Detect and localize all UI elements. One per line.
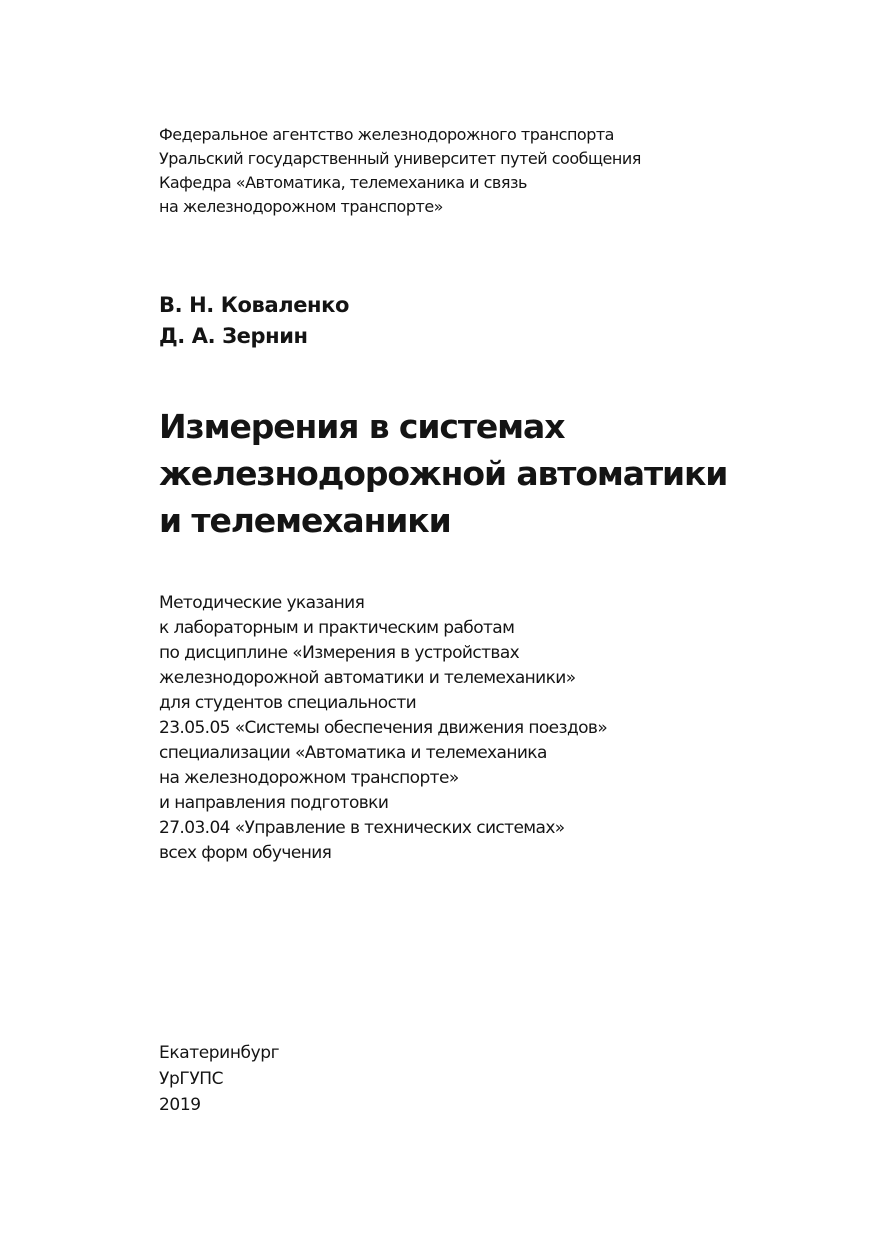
description-line: и направления подготовки — [159, 793, 389, 813]
description-line: к лабораторным и практическим работам — [159, 618, 515, 638]
author-name: В. Н. Коваленко — [159, 293, 350, 317]
author-name: Д. А. Зернин — [159, 324, 308, 348]
description-line: всех форм обучения — [159, 843, 332, 863]
imprint — [159, 1040, 849, 1118]
imprint-year: 2019 — [159, 1095, 201, 1115]
description-line: 23.05.05 «Системы обеспечения движения поездов» — [159, 718, 608, 738]
description-line: для студентов специальности — [159, 693, 417, 713]
organization-line: Кафедра «Автоматика, телемеханика и связь — [159, 173, 527, 192]
description-line: по дисциплине «Измерения в устройствах — [159, 643, 520, 663]
organization-line: Уральский государственный университет путей сообщения — [159, 149, 641, 168]
description-line: железнодорожной автоматики и телемеханики» — [159, 668, 576, 688]
document-description — [159, 591, 849, 866]
title-line: и телемеханики — [159, 501, 451, 540]
document-title — [159, 403, 849, 544]
organization-header — [159, 123, 849, 219]
imprint-publisher: УрГУПС — [159, 1069, 224, 1089]
organization-line: на железнодорожном транспорте» — [159, 197, 443, 216]
description-line: специализации «Автоматика и телемеханика — [159, 743, 547, 763]
imprint-city: Екатеринбург — [159, 1043, 280, 1063]
organization-line: Федеральное агентство железнодорожного транспорта — [159, 125, 614, 144]
title-line: Измерения в системах — [159, 407, 565, 446]
description-line: Методические указания — [159, 593, 365, 613]
description-line: на железнодорожном транспорте» — [159, 768, 459, 788]
authors — [159, 290, 849, 352]
description-line: 27.03.04 «Управление в технических системах» — [159, 818, 565, 838]
title-line: железнодорожной автоматики — [159, 454, 728, 493]
